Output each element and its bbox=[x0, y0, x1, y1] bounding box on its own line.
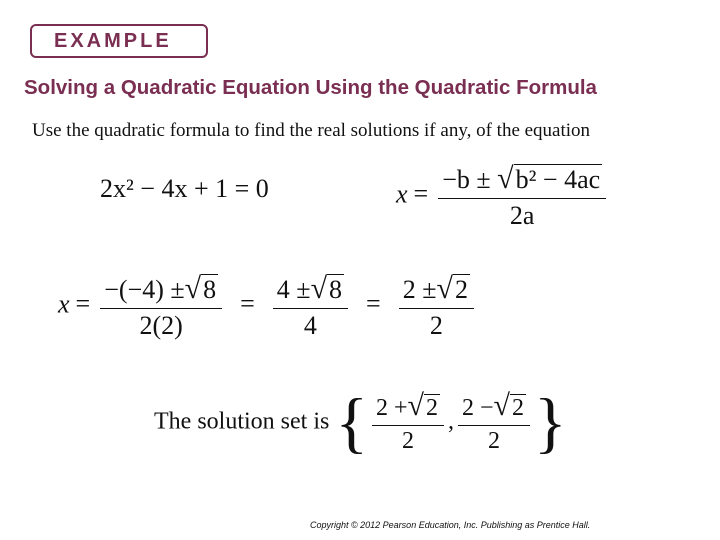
step2-numerator bbox=[273, 272, 348, 309]
formula-fraction bbox=[438, 162, 606, 231]
formula-denominator: 2a bbox=[509, 201, 535, 230]
step2-radicand: 8 bbox=[329, 275, 343, 304]
solution1-radical bbox=[408, 389, 440, 423]
open-brace: { bbox=[335, 384, 368, 460]
sqrt-icon: √ bbox=[407, 389, 424, 422]
step3-radicand: 2 bbox=[454, 275, 468, 304]
solution-fraction-1 bbox=[372, 389, 444, 455]
close-brace: } bbox=[534, 384, 567, 460]
formula-equals: = bbox=[413, 179, 429, 209]
step1-numerator bbox=[100, 272, 222, 309]
solution-label: The solution set is bbox=[154, 408, 330, 435]
sqrt-icon: √ bbox=[497, 162, 514, 195]
step3-num-pre: 2 ± bbox=[402, 275, 437, 304]
sqrt-icon: √ bbox=[436, 272, 453, 305]
formula-numerator bbox=[438, 162, 606, 199]
solution1-num-pre: 2 + bbox=[375, 395, 408, 421]
solution2-radicand: 2 bbox=[512, 395, 524, 421]
quadratic-formula bbox=[396, 162, 610, 231]
formula-x: x bbox=[396, 179, 408, 209]
step1-radicand: 8 bbox=[203, 275, 217, 304]
solution-comma: , bbox=[447, 408, 454, 435]
step1-denominator: 2(2) bbox=[139, 311, 183, 340]
step1-fraction bbox=[100, 272, 222, 341]
solution-set bbox=[154, 384, 567, 460]
solution1-numerator bbox=[372, 389, 444, 426]
equation-text: 2x² − 4x + 1 = 0 bbox=[100, 174, 269, 203]
steps-eq-2: = bbox=[240, 289, 255, 319]
solution2-num-pre: 2 − bbox=[461, 395, 494, 421]
step1-num-pre: −(−4) ± bbox=[104, 275, 185, 304]
solution2-radical bbox=[494, 389, 526, 423]
step3-radical bbox=[436, 272, 469, 306]
sqrt-icon: √ bbox=[493, 389, 510, 422]
step1-radical bbox=[185, 272, 218, 306]
formula-pm: ± bbox=[476, 165, 491, 194]
sqrt-icon: √ bbox=[184, 272, 202, 305]
example-label: EXAMPLE bbox=[54, 29, 172, 52]
formula-minus-b: −b bbox=[442, 165, 470, 194]
sqrt-icon: √ bbox=[310, 272, 328, 305]
intro-text: Use the quadratic formula to find the real solutions if any, of the equation bbox=[32, 120, 591, 141]
solution1-denominator: 2 bbox=[401, 428, 414, 454]
steps-x: x bbox=[58, 289, 70, 319]
solution-fraction-2 bbox=[458, 389, 530, 455]
example-badge bbox=[30, 24, 208, 58]
solution1-radicand: 2 bbox=[425, 395, 438, 421]
solution-steps bbox=[58, 272, 478, 341]
step3-fraction bbox=[399, 272, 474, 341]
step3-numerator bbox=[399, 272, 474, 309]
given-equation bbox=[100, 174, 269, 204]
formula-radicand: b² − 4ac bbox=[515, 165, 601, 194]
page-title: Solving a Quadratic Equation Using the Quadratic Formula bbox=[24, 76, 597, 99]
step2-radical bbox=[311, 272, 344, 306]
steps-eq-3: = bbox=[366, 289, 381, 319]
solution2-numerator bbox=[458, 389, 530, 426]
solution2-denominator: 2 bbox=[487, 428, 500, 454]
step2-denominator: 4 bbox=[303, 311, 317, 340]
copyright-footer: Copyright © 2012 Pearson Education, Inc. Publishing as Prentice Hall. bbox=[310, 520, 591, 530]
steps-eq-1: = bbox=[75, 289, 91, 319]
formula-radical bbox=[497, 162, 602, 196]
step2-num-pre: 4 ± bbox=[276, 275, 311, 304]
step2-fraction bbox=[273, 272, 348, 341]
step3-denominator: 2 bbox=[429, 311, 443, 340]
